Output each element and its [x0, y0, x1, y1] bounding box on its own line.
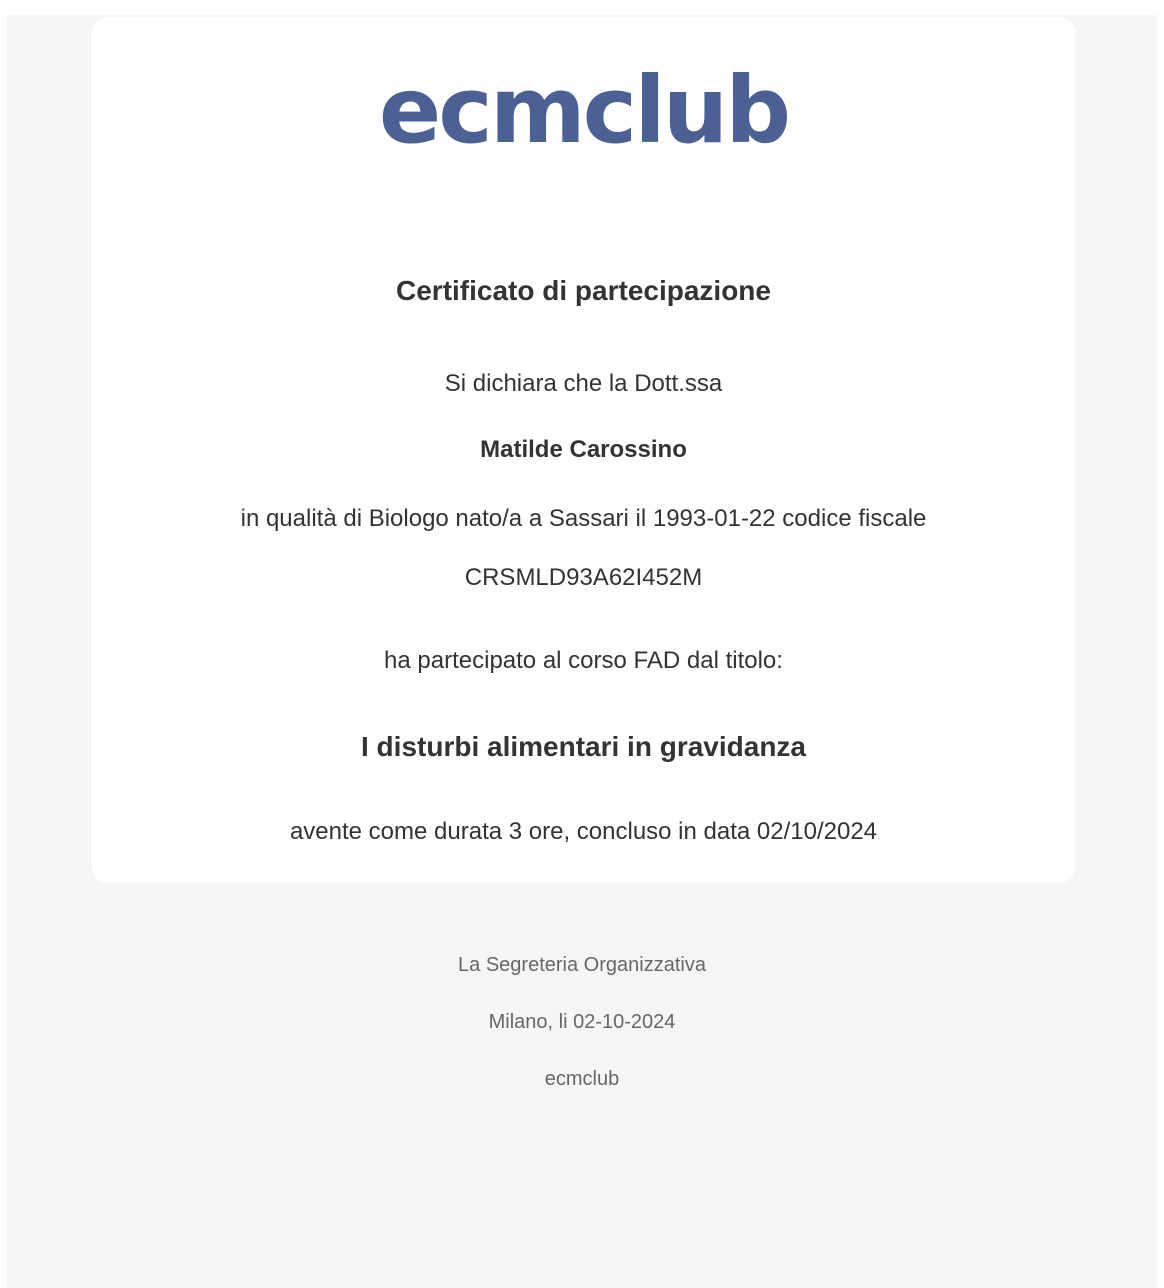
qualification-line: in qualità di Biologo nato/a a Sassari il 1993-01-22 codice fiscale: [240, 505, 927, 532]
participant-name: Matilde Carossino: [480, 436, 687, 463]
footer-place-date: Milano, li 02-10-2024: [488, 1011, 676, 1033]
footer-office: La Segreteria Organizzativa: [458, 954, 706, 976]
participation-line: ha partecipato al corso FAD dal titolo:: [384, 647, 783, 674]
page-background: [7, 15, 1157, 1288]
declaration-intro: Si dichiara che la Dott.ssa: [444, 370, 723, 397]
certificate-title: Certificato di partecipazione: [396, 275, 771, 306]
course-title: I disturbi alimentari in gravidanza: [361, 731, 806, 762]
certificate-card: [92, 17, 1075, 883]
ecmclub-logo: ecmclub: [378, 57, 789, 164]
footer-brand: ecmclub: [544, 1068, 620, 1090]
duration-line: avente come durata 3 ore, concluso in data 02/10/2024: [289, 818, 878, 845]
fiscal-code: CRSMLD93A62I452M: [464, 564, 703, 591]
